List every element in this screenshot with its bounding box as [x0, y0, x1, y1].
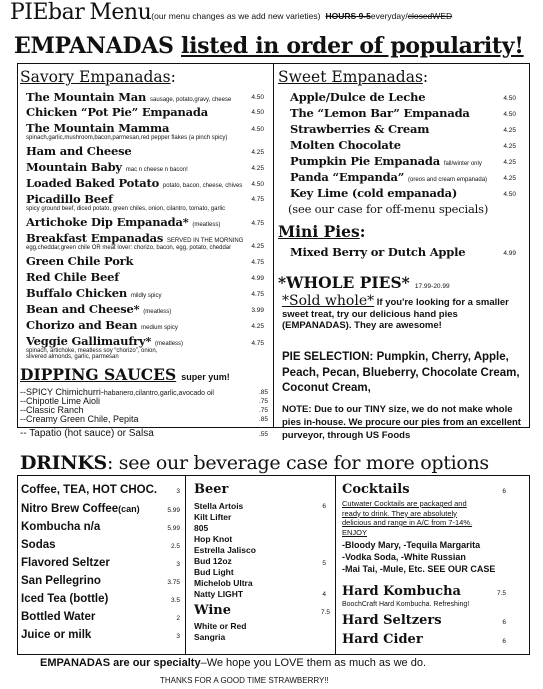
drink-price: 5.99 — [167, 525, 180, 532]
savory-price: 4.75 — [251, 340, 264, 347]
sauce-item: --SPICY Chimichurri-habanero,cilantro,garlic,avocado oil — [20, 387, 214, 397]
savory-price: 4.50 — [251, 181, 264, 188]
savory-item: Veggie Gallimaufry* (meatless) — [26, 334, 184, 348]
kombucha-note: BoochCraft Hard Kombucha. Refreshing! — [342, 601, 470, 608]
beer-price: 5 — [322, 560, 326, 567]
drinks-divider-2 — [335, 476, 336, 654]
wine-item: White or Red — [194, 621, 247, 631]
sauces-title: DIPPING SAUCES super yum! — [20, 365, 230, 384]
cocktail-line: -Vodka Soda, -White Russian — [342, 552, 466, 562]
drink-item: Bottled Water — [21, 611, 96, 623]
drink-item: Iced Tea (bottle) — [21, 593, 109, 605]
sauce-price: .85 — [258, 389, 268, 396]
brand-name: PIEbar — [10, 0, 85, 25]
sweet-item: Panda “Empanda” (oreos and cream empanada) — [290, 170, 488, 184]
drinks-divider-1 — [185, 476, 186, 654]
savory-price: 4.50 — [251, 109, 264, 116]
beer-item: Stella Artois — [194, 501, 244, 511]
kombucha-price: 7.5 — [496, 590, 506, 597]
sauce-item: --Chipotle Lime Aioli — [20, 396, 101, 406]
savory-item: The Mountain Man sausage, potato,gravy, cheese — [26, 90, 232, 104]
savory-item: Chorizo and Bean medium spicy — [26, 318, 178, 332]
drink-item: Coffee, TEA, HOT CHOC. — [21, 484, 158, 496]
savory-subtext: spinach, artichoke, meatless soy “chorizo”, onion, — [26, 348, 158, 354]
beer-price: 6 — [322, 503, 326, 510]
savory-price: 4.50 — [251, 126, 264, 133]
savory-item: Bean and Cheese* (meatless) — [26, 302, 172, 316]
savory-price: 4.25 — [251, 323, 264, 330]
savory-price: 4.50 — [251, 94, 264, 101]
savory-item: Ham and Cheese — [26, 144, 132, 158]
closed-day: closedWED — [407, 11, 453, 21]
savory-item: Picadillo Beef — [26, 192, 113, 206]
savory-price: 4.75 — [251, 196, 264, 203]
savory-item: Red Chile Beef — [26, 270, 119, 284]
sweet-price: 4.25 — [503, 143, 516, 150]
beer-item: Natty LIGHT — [194, 589, 244, 599]
sauce-item: --Classic Ranch — [20, 405, 84, 415]
menu-header — [10, 0, 452, 25]
wine-item: Sangria — [194, 632, 226, 642]
savory-item: Green Chile Pork — [26, 254, 134, 268]
beer-item: Michelob Ultra — [194, 578, 253, 588]
savory-item: Breakfast Empanadas SERVED IN THE MORNING — [26, 231, 244, 245]
savory-item: Artichoke Dip Empanada* (meatless) — [26, 215, 221, 229]
wine-title: Wine — [194, 603, 232, 618]
savory-price: 4.25 — [251, 165, 264, 172]
sauce-item: --Creamy Green Chile, Pepita — [20, 414, 139, 424]
beer-item: Hop Knot — [194, 534, 233, 544]
empanadas-title-underlined: listed in order of popularity! — [181, 33, 524, 59]
cocktails-price: 6 — [502, 488, 506, 495]
drink-price: 3 — [176, 633, 180, 640]
beer-item: 805 — [194, 523, 209, 533]
drink-item: Juice or milk — [21, 629, 92, 641]
cocktail-list — [342, 539, 495, 575]
cocktail-line: -Bloody Mary, -Tequila Margarita — [342, 540, 481, 550]
drinks-box — [17, 475, 530, 655]
menu-column-divider — [273, 64, 274, 427]
sweet-item: Apple/Dulce de Leche — [290, 90, 426, 104]
savory-subtext: spicy ground beef, diced potato, green chiles, onion, cilantro, tomato, garlic — [26, 206, 226, 212]
drink-price: 2 — [176, 615, 180, 622]
sauce-price: .75 — [258, 407, 268, 414]
whole-pies-description: *Sold whole* If you're looking for a smaller sweet treat, try our delicious hand pies (EMPANADAS). They are awesome! — [282, 293, 509, 331]
hours-struck: HOURS 9-5 — [325, 11, 371, 21]
sauce-price: .75 — [258, 398, 268, 405]
cocktails-note: Cutwater Cocktails are packaged and ready to drink. They are absolutely delicious and range in A/C from 7-14%. ENJOY — [342, 499, 473, 537]
beer-item: Kilt Lifter — [194, 512, 232, 522]
drinks-title: DRINKS: see our beverage case for more options — [20, 452, 489, 474]
sweet-price: 4.50 — [503, 111, 516, 118]
beer-item: Estrella Jalisco — [194, 545, 256, 555]
cider-title: Hard Cider — [342, 632, 423, 647]
sweet-item: The “Lemon Bar” Empanada — [290, 106, 470, 120]
menu-label: Menu — [89, 0, 152, 25]
drink-price: 3.5 — [170, 597, 180, 604]
sweet-case-note: (see our case for off-menu specials) — [288, 202, 489, 216]
drink-price: 3.75 — [167, 579, 180, 586]
drink-item: Nitro Brew Coffee(can) — [21, 503, 140, 515]
drink-price: 3 — [176, 561, 180, 568]
seltzers-price: 6 — [502, 619, 506, 626]
sweet-price: 4.25 — [503, 127, 516, 134]
sweet-item: Pumpkin Pie Empanada fall/winter only — [290, 154, 482, 168]
beer-item: Bud 12oz — [194, 556, 232, 566]
sweet-item: Molten Chocolate — [290, 138, 401, 152]
mini-pies-title: Mini Pies: — [278, 222, 366, 241]
drink-item: San Pellegrino — [21, 575, 101, 587]
sweet-item: Key Lime (cold empanada) — [290, 186, 458, 200]
sauce-price: .55 — [258, 431, 268, 438]
sweet-price: 4.25 — [503, 175, 516, 182]
savory-price: 4.75 — [251, 259, 264, 266]
seltzers-title: Hard Seltzers — [342, 613, 442, 628]
savory-price: 3.99 — [251, 307, 264, 314]
sweet-price: 4.50 — [503, 191, 516, 198]
hours-days: everyday/ — [370, 11, 408, 21]
savory-subtext: spinach,garlic,mushroom,bacon,parmesan,red pepper flakes (a pinch spicy) — [26, 135, 228, 141]
sweet-item: Strawberries & Cream — [290, 122, 430, 136]
wine-price: 7.5 — [320, 609, 330, 616]
savory-item: The Mountain Mamma — [26, 121, 170, 135]
savory-price: 4.25 — [251, 243, 264, 250]
mini-pies-item: Mixed Berry or Dutch Apple — [290, 245, 466, 259]
drink-price: 5.99 — [167, 507, 180, 514]
sweet-title: Sweet Empanadas: — [278, 68, 429, 86]
savory-title: Savory Empanadas: — [20, 68, 176, 86]
drink-item: Kombucha n/a — [21, 521, 101, 533]
savory-price: 4.25 — [251, 149, 264, 156]
savory-price: 4.75 — [251, 291, 264, 298]
empanadas-title — [14, 33, 524, 59]
drink-item: Flavored Seltzer — [21, 557, 110, 569]
savory-subtext: egg,cheddar,green chile OR meat lover: chorizo, bacon, egg, potato, cheddar — [26, 245, 232, 251]
whole-pies-title: *WHOLE PIES* 17.99-20.99 — [278, 273, 450, 292]
sauce-item: -- Tapatio (hot sauce) or Salsa — [20, 428, 154, 439]
menu-change-note: (our menu changes as we add new varieties) — [151, 11, 321, 21]
beer-title: Beer — [194, 482, 229, 497]
footer-thanks: THANKS FOR A GOOD TIME STRAWBERRY!! — [160, 676, 329, 685]
sweet-price: 4.25 — [503, 159, 516, 166]
savory-price: 4.75 — [251, 220, 264, 227]
pie-selection: PIE SELECTION: Pumpkin, Cherry, Apple, Peach, Pecan, Blueberry, Chocolate Cream, Coconut Cream, — [282, 351, 520, 394]
empanada-menu-box — [17, 63, 530, 441]
empanadas-title-prefix: EMPANADAS — [14, 33, 174, 59]
kombucha-title: Hard Kombucha — [342, 584, 461, 599]
beer-item: Bud Light — [194, 567, 234, 577]
savory-price: 4.99 — [251, 275, 264, 282]
drink-price: 3 — [176, 488, 180, 495]
sauce-price: .85 — [258, 416, 268, 423]
drink-price: 2.5 — [170, 543, 180, 550]
footer-specialty: EMPANADAS are our specialty–We hope you LOVE them as much as we do. — [40, 657, 426, 669]
beer-price: 4 — [322, 591, 326, 598]
cider-price: 6 — [502, 638, 506, 645]
savory-subtext: slivered almonds, garlic, parmesan — [26, 354, 119, 360]
sweet-price: 4.50 — [503, 95, 516, 102]
cocktails-title: Cocktails — [342, 482, 410, 497]
savory-item: Mountain Baby mac n cheese n bacon! — [26, 160, 188, 174]
mini-pies-price: 4.99 — [503, 250, 516, 257]
savory-item: Loaded Baked Potato potato, bacon, cheese, chives — [26, 176, 243, 190]
whole-pies-note: NOTE: Due to our TINY size, we do not make whole pies in-house. We procure our pies from an excellent purveyor, through US Foods — [282, 404, 521, 441]
cocktail-line: -Mai Tai, -Mule, Etc. SEE OUR CASE — [342, 564, 496, 574]
drink-item: Sodas — [21, 539, 56, 551]
savory-item: Chicken “Pot Pie” Empanada — [26, 105, 208, 119]
savory-item: Buffalo Chicken mildly spicy — [26, 286, 162, 300]
